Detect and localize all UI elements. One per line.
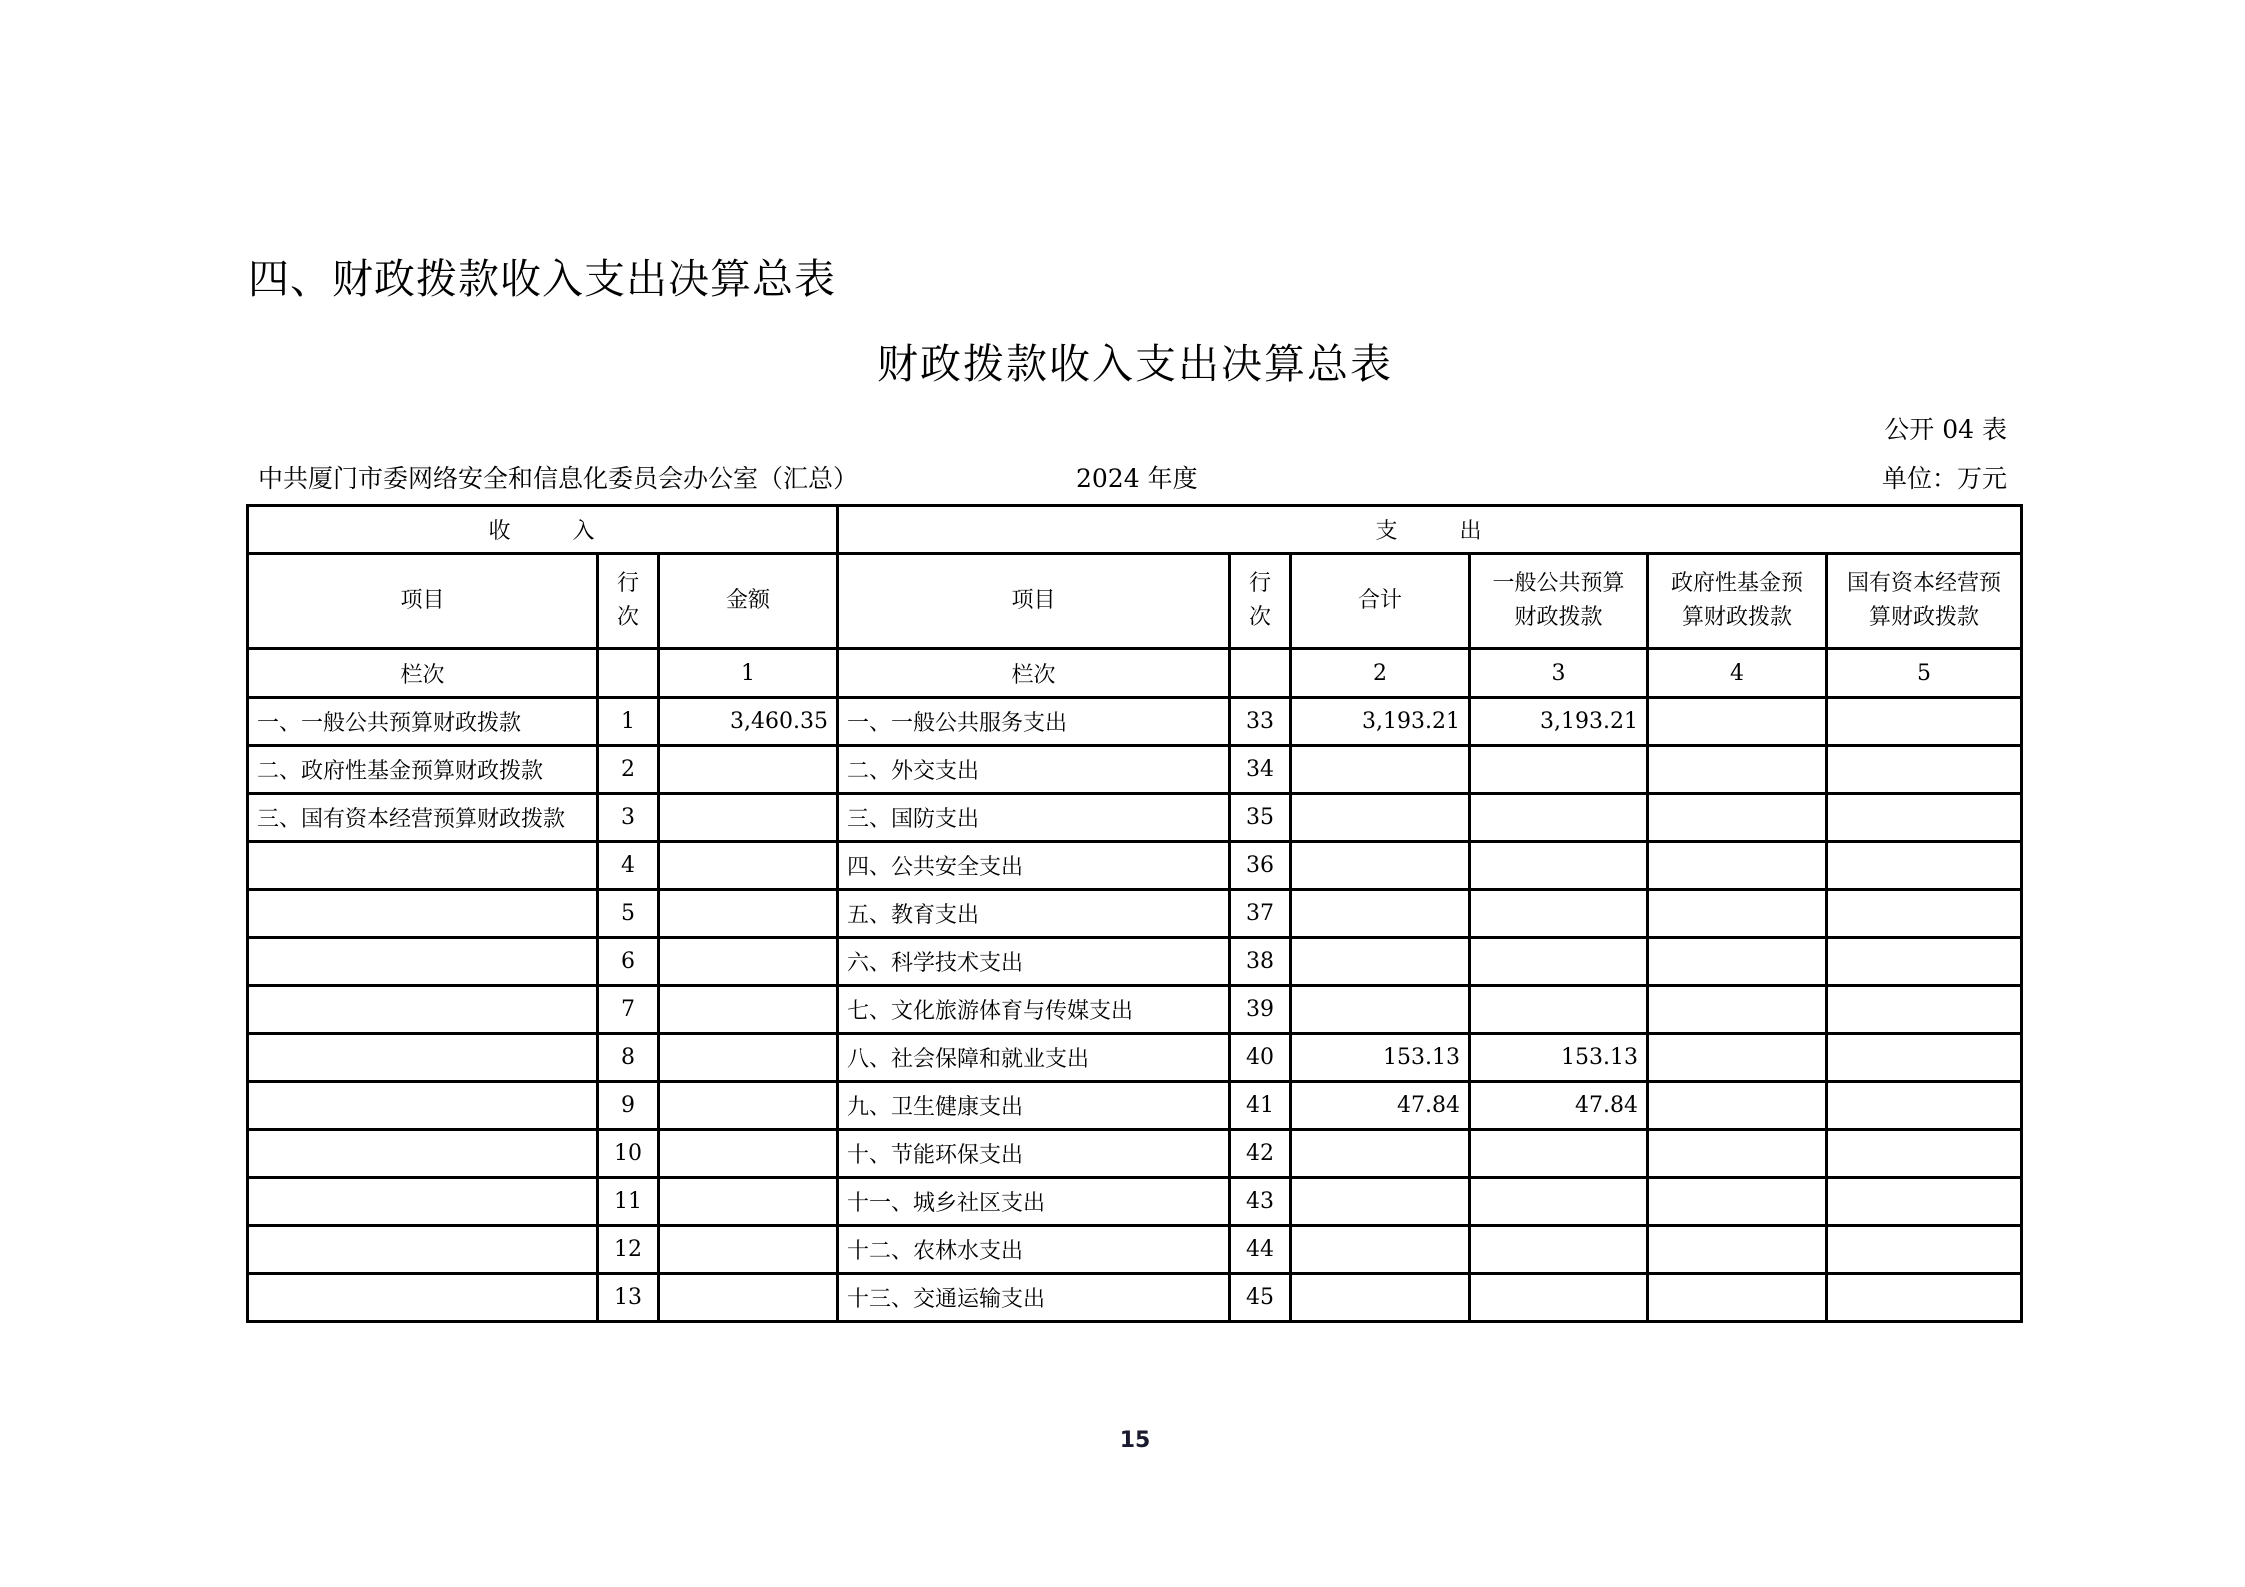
expense-govfund-cell	[1648, 1178, 1827, 1226]
col-index-2: 2	[1291, 649, 1470, 698]
income-amount-cell	[659, 746, 838, 794]
income-amount-cell	[659, 986, 838, 1034]
expense-item-cell: 七、文化旅游体育与传媒支出	[838, 986, 1230, 1034]
expense-item-cell: 十一、城乡社区支出	[838, 1178, 1230, 1226]
expense-general-cell: 3,193.21	[1470, 698, 1648, 746]
income-item-cell	[248, 1178, 598, 1226]
expense-total-cell	[1291, 938, 1470, 986]
income-item-cell	[248, 1226, 598, 1274]
expense-stateowned-cell	[1827, 1226, 2022, 1274]
expense-govfund-cell	[1648, 842, 1827, 890]
income-item-cell: 二、政府性基金预算财政拨款	[248, 746, 598, 794]
expense-total-cell	[1291, 842, 1470, 890]
expense-stateowned-cell	[1827, 698, 2022, 746]
expense-govfund-cell	[1648, 1274, 1827, 1322]
unit-label: 单位：万元	[1881, 464, 2007, 493]
income-item-cell	[248, 1034, 598, 1082]
page-number: 15	[1119, 1428, 1151, 1453]
expense-line-cell: 36	[1230, 842, 1291, 890]
header-expense-line: 行次	[1230, 554, 1291, 649]
income-item-cell	[248, 1274, 598, 1322]
table-row	[248, 842, 2022, 890]
income-item-cell	[248, 986, 598, 1034]
expense-govfund-cell	[1648, 890, 1827, 938]
table-row	[248, 1178, 2022, 1226]
table-row	[248, 746, 2022, 794]
expense-line-cell: 38	[1230, 938, 1291, 986]
income-line-cell: 5	[598, 890, 659, 938]
expense-govfund-cell	[1648, 698, 1827, 746]
header-expense-stateowned: 国有资本经营预算财政拨款	[1827, 554, 2022, 649]
expense-line-cell: 35	[1230, 794, 1291, 842]
expense-govfund-cell	[1648, 986, 1827, 1034]
expense-stateowned-cell	[1827, 794, 2022, 842]
fiscal-year: 2024 年度	[1076, 464, 1198, 493]
income-line-cell: 10	[598, 1130, 659, 1178]
income-amount-cell	[659, 1034, 838, 1082]
income-line-cell: 2	[598, 746, 659, 794]
expense-stateowned-cell	[1827, 890, 2022, 938]
header-income-item: 项目	[248, 554, 598, 649]
col-index-5: 5	[1827, 649, 2022, 698]
expense-item-cell: 十三、交通运输支出	[838, 1274, 1230, 1322]
income-item-cell	[248, 1130, 598, 1178]
header-income-amount: 金额	[659, 554, 838, 649]
expense-line-cell: 45	[1230, 1274, 1291, 1322]
income-line-cell: 13	[598, 1274, 659, 1322]
income-amount-cell	[659, 1274, 838, 1322]
expense-line-cell: 34	[1230, 746, 1291, 794]
header-income-line: 行次	[598, 554, 659, 649]
appropriation-table	[246, 504, 2023, 1323]
expense-item-cell: 八、社会保障和就业支出	[838, 1034, 1230, 1082]
table-row	[248, 1130, 2022, 1178]
expense-item-cell: 五、教育支出	[838, 890, 1230, 938]
expense-total-cell	[1291, 794, 1470, 842]
expense-total-cell	[1291, 1130, 1470, 1178]
income-amount-cell	[659, 1226, 838, 1274]
income-line-cell: 8	[598, 1034, 659, 1082]
expense-govfund-cell	[1648, 1034, 1827, 1082]
expense-stateowned-cell	[1827, 1274, 2022, 1322]
expense-govfund-cell	[1648, 1082, 1827, 1130]
column-header-row	[248, 554, 2022, 649]
section-heading: 四、财政拨款收入支出决算总表	[248, 255, 836, 303]
income-item-cell: 一、一般公共预算财政拨款	[248, 698, 598, 746]
table-row	[248, 1226, 2022, 1274]
income-amount-cell	[659, 1130, 838, 1178]
expense-govfund-cell	[1648, 1130, 1827, 1178]
table-row	[248, 938, 2022, 986]
expense-general-cell	[1470, 1178, 1648, 1226]
expense-general-cell	[1470, 938, 1648, 986]
expense-line-cell: 40	[1230, 1034, 1291, 1082]
income-line-cell: 11	[598, 1178, 659, 1226]
income-line-cell: 4	[598, 842, 659, 890]
expense-stateowned-cell	[1827, 1130, 2022, 1178]
col-index-4: 4	[1648, 649, 1827, 698]
expense-govfund-cell	[1648, 938, 1827, 986]
income-line-cell: 1	[598, 698, 659, 746]
expense-stateowned-cell	[1827, 842, 2022, 890]
expense-total-cell: 47.84	[1291, 1082, 1470, 1130]
expense-stateowned-cell	[1827, 746, 2022, 794]
expense-general-cell	[1470, 794, 1648, 842]
expense-item-cell: 六、科学技术支出	[838, 938, 1230, 986]
expense-total-cell	[1291, 1274, 1470, 1322]
org-name: 中共厦门市委网络安全和信息化委员会办公室（汇总）	[258, 464, 859, 493]
expense-total-cell	[1291, 890, 1470, 938]
expense-item-cell: 四、公共安全支出	[838, 842, 1230, 890]
expense-total-cell	[1291, 746, 1470, 794]
income-item-cell	[248, 890, 598, 938]
expense-line-cell: 39	[1230, 986, 1291, 1034]
expense-general-cell: 153.13	[1470, 1034, 1648, 1082]
expense-general-cell	[1470, 746, 1648, 794]
income-amount-cell	[659, 1178, 838, 1226]
income-amount-cell	[659, 842, 838, 890]
table-row	[248, 890, 2022, 938]
table-title: 财政拨款收入支出决算总表	[877, 340, 1393, 388]
expense-general-cell	[1470, 890, 1648, 938]
expense-govfund-cell	[1648, 794, 1827, 842]
expense-govfund-cell	[1648, 1226, 1827, 1274]
expense-general-cell	[1470, 842, 1648, 890]
header-expense-govfund: 政府性基金预算财政拨款	[1648, 554, 1827, 649]
table-row	[248, 1034, 2022, 1082]
income-line-cell: 12	[598, 1226, 659, 1274]
expense-item-cell: 九、卫生健康支出	[838, 1082, 1230, 1130]
expense-general-cell	[1470, 1274, 1648, 1322]
income-amount-cell	[659, 1082, 838, 1130]
expense-item-cell: 十二、农林水支出	[838, 1226, 1230, 1274]
header-expense-general: 一般公共预算财政拨款	[1470, 554, 1648, 649]
expense-stateowned-cell	[1827, 1082, 2022, 1130]
expense-item-cell: 三、国防支出	[838, 794, 1230, 842]
income-item-cell	[248, 938, 598, 986]
column-index-row	[248, 649, 2022, 698]
income-item-cell: 三、国有资本经营预算财政拨款	[248, 794, 598, 842]
income-amount-cell	[659, 938, 838, 986]
expense-stateowned-cell	[1827, 986, 2022, 1034]
col-index-1: 1	[659, 649, 838, 698]
expense-line-cell: 42	[1230, 1130, 1291, 1178]
income-line-cell: 6	[598, 938, 659, 986]
expense-govfund-cell	[1648, 746, 1827, 794]
table-row	[248, 1274, 2022, 1322]
income-amount-cell: 3,460.35	[659, 698, 838, 746]
expense-item-cell: 十、节能环保支出	[838, 1130, 1230, 1178]
expense-stateowned-cell	[1827, 1178, 2022, 1226]
table-row	[248, 794, 2022, 842]
expense-total-cell	[1291, 986, 1470, 1034]
expense-total-cell: 153.13	[1291, 1034, 1470, 1082]
income-amount-cell	[659, 794, 838, 842]
table-row	[248, 1082, 2022, 1130]
group-header-row	[248, 506, 2022, 554]
table-row	[248, 698, 2022, 746]
expense-total-cell: 3,193.21	[1291, 698, 1470, 746]
income-item-cell	[248, 842, 598, 890]
expense-group-header: 支 出	[838, 506, 2022, 554]
expense-general-cell	[1470, 1226, 1648, 1274]
expense-line-cell: 43	[1230, 1178, 1291, 1226]
col-index-label: 栏次	[248, 649, 598, 698]
income-amount-cell	[659, 890, 838, 938]
expense-line-cell: 41	[1230, 1082, 1291, 1130]
col-index-label-expense: 栏次	[838, 649, 1230, 698]
expense-stateowned-cell	[1827, 1034, 2022, 1082]
income-line-cell: 7	[598, 986, 659, 1034]
expense-line-cell: 33	[1230, 698, 1291, 746]
col-index-3: 3	[1470, 649, 1648, 698]
expense-item-cell: 一、一般公共服务支出	[838, 698, 1230, 746]
income-item-cell	[248, 1082, 598, 1130]
income-line-cell: 9	[598, 1082, 659, 1130]
expense-item-cell: 二、外交支出	[838, 746, 1230, 794]
income-line-cell: 3	[598, 794, 659, 842]
expense-stateowned-cell	[1827, 938, 2022, 986]
expense-total-cell	[1291, 1178, 1470, 1226]
form-code: 公开 04 表	[1884, 415, 2007, 444]
expense-general-cell	[1470, 986, 1648, 1034]
income-group-header: 收 入	[248, 506, 838, 554]
expense-total-cell	[1291, 1226, 1470, 1274]
table-row	[248, 986, 2022, 1034]
expense-line-cell: 44	[1230, 1226, 1291, 1274]
expense-general-cell: 47.84	[1470, 1082, 1648, 1130]
header-expense-item: 项目	[838, 554, 1230, 649]
header-expense-total: 合计	[1291, 554, 1470, 649]
expense-line-cell: 37	[1230, 890, 1291, 938]
expense-general-cell	[1470, 1130, 1648, 1178]
